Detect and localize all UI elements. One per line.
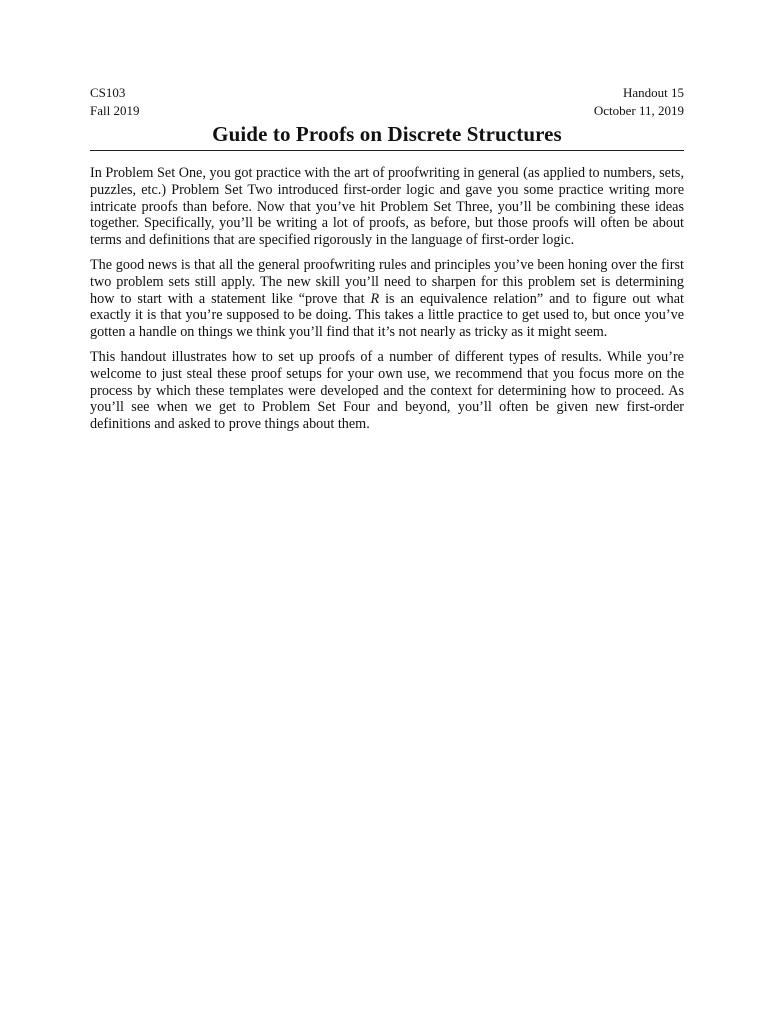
- paragraph-good-news: [90, 257, 684, 341]
- paragraph-handout-purpose: This handout illustrates how to set up proofs of a number of different types of results. While you’re welcome to just steal these proof setups for your own use, we recommend that you focus more on the process by which these templates were developed and the context for determining how to proceed. As you’ll see when we get to Problem Set Four and beyond, you’ll often be given new first-order definitions and asked to prove things about them.: [90, 348, 684, 433]
- term: Fall 2019: [90, 103, 140, 118]
- title-rule: [90, 120, 684, 151]
- header-row-1: [90, 84, 684, 102]
- course-code: CS103: [90, 85, 126, 100]
- relation-variable: R: [370, 290, 380, 307]
- paragraph-good-news-start: The good news is that all the general proofwriting rules and principles you’ve been honing over the first two problem sets still apply. The new skill you’ll need to sharpen for this problem set is determining how to start with a statement like “prove that: [90, 256, 684, 307]
- header-row-2: [90, 102, 684, 120]
- paragraph-good-news-end: is an equivalence relation” and to figure out what exactly it is that you’re supposed to be doing. This takes a little practice to get used to, but once you’ve gotten a handle on things we think you’ll find that it’s not nearly as tricky as it might seem.: [90, 290, 684, 341]
- handout-date: October 11, 2019: [593, 103, 684, 118]
- paragraph-intro: In Problem Set One, you got practice with the art of proofwriting in general (as applied to numbers, sets, puzzles, etc.) Problem Set Two introduced first-order logic and gave you some practice writing more intricate proofs than before. Now that you’ve hit Problem Set Three, you’ll be combining these ideas together. Specifically, you’ll be writing a lot of proofs, as before, but those proofs will often be about terms and definitions that are specified rigorously in the language of first-order logic.: [90, 165, 684, 249]
- handout-number: Handout 15: [622, 85, 684, 100]
- document-title: Guide to Proofs on Discrete Structures: [212, 122, 562, 146]
- body-text: [90, 165, 684, 433]
- handout-page: [90, 84, 684, 441]
